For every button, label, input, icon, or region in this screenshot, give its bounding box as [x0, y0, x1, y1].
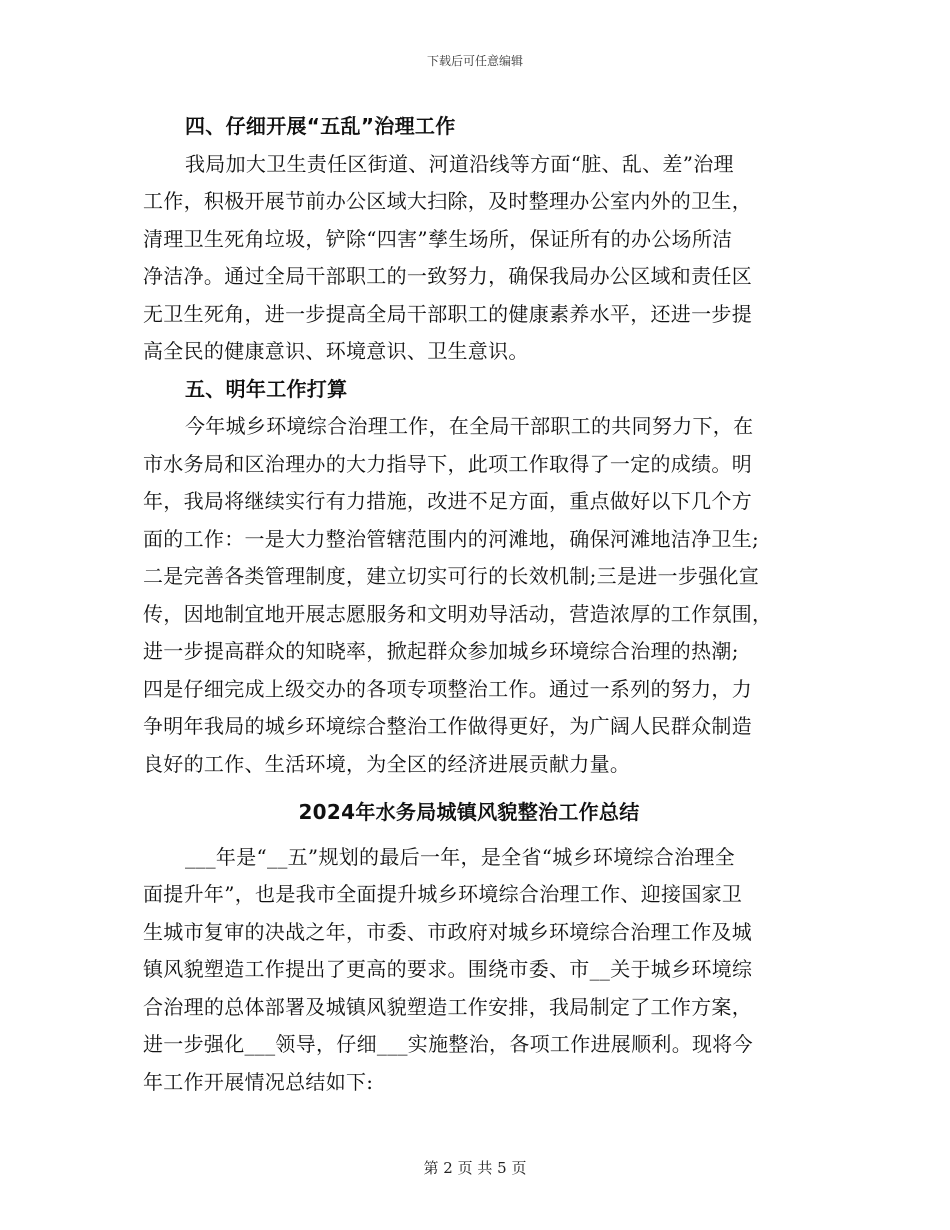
page-header: 下载后可任意编辑 [426, 54, 523, 68]
paragraph-line: 生城市复审的决战之年，市委、市政府对城乡环境综合治理工作及城 [143, 919, 752, 944]
paragraph-line: 年，我局将继续实行有力措施，改进不足方面，重点做好以下几个方 [143, 489, 752, 513]
paragraph-line: 无卫生死角，进一步提高全局干部职工的健康素养水平，还进一步提 [143, 301, 752, 326]
paragraph-line: 今年城乡环境综合治理工作，在全局干部职工的共同努力下，在 [185, 414, 754, 438]
paragraph-line: 面的工作：一是大力整治管辖范围内的河滩地，确保河滩地洁净卫生; [143, 526, 760, 551]
paragraph-line: 高全民的健康意识、环境意识、卫生意识。 [143, 339, 529, 363]
paragraph-line: 进一步提高群众的知晓率，掀起群众参加城乡环境综合治理的热潮; [143, 639, 739, 663]
intro-paragraph [143, 839, 795, 1102]
paragraph-line: 传，因地制宜地开展志愿服务和文明劝导活动，营造浓厚的工作氛围， [143, 601, 773, 626]
paragraph-line: 我局加大卫生责任区街道、河道沿线等方面“脏、乱、差”治理 [185, 151, 734, 176]
paragraph-line: 合治理的总体部署及城镇风貌塑造工作安排，我局制定了工作方案， [143, 994, 752, 1019]
paragraph-line: 四是仔细完成上级交办的各项专项整治工作。通过一系列的努力，力 [143, 676, 752, 701]
section-5-paragraph [143, 408, 795, 783]
paragraph-line: ___年是“__五”规划的最后一年，是全省“城乡环境综合治理全 [185, 844, 735, 869]
document-title: 2024年水务局城镇风貌整治工作总结 [298, 800, 640, 824]
section-heading-5: 五、明年工作打算 [185, 376, 348, 401]
document-body [143, 108, 795, 1101]
paragraph-line: 镇风貌塑造工作提出了更高的要求。围绕市委、市__关于城乡环境综 [143, 957, 753, 981]
paragraph-line: 市水务局和区治理办的大力指导下，此项工作取得了一定的成绩。明 [143, 451, 752, 476]
paragraph-line: 年工作开展情况总结如下: [143, 1069, 374, 1094]
paragraph-line: 面提升年”，也是我市全面提升城乡环境综合治理工作、迎接国家卫 [143, 882, 743, 906]
page-footer: 第 2 页 共 5 页 [423, 1159, 527, 1177]
paragraph-line: 争明年我局的城乡环境综合整治工作做得更好，为广阔人民群众制造 [143, 714, 752, 738]
section-heading-4: 四、仔细开展“五乱”治理工作 [185, 114, 456, 138]
paragraph-line: 工作，积极开展节前办公区域大扫除，及时整理办公室内外的卫生， [143, 189, 752, 213]
paragraph-line: 清理卫生死角垃圾，铲除“四害”孳生场所，保证所有的办公场所洁 [143, 226, 733, 251]
paragraph-line: 净洁净。通过全局干部职工的一致努力，确保我局办公区域和责任区 [143, 264, 752, 288]
paragraph-line: 良好的工作、生活环境，为全区的经济进展贡献力量。 [143, 751, 631, 776]
section-4-paragraph [143, 146, 795, 371]
paragraph-line: 二是完善各类管理制度，建立切实可行的长效机制;三是进一步强化宣 [143, 564, 760, 588]
paragraph-line: 进一步强化___领导，仔细___实施整治，各项工作进展顺利。现将今 [143, 1032, 753, 1056]
